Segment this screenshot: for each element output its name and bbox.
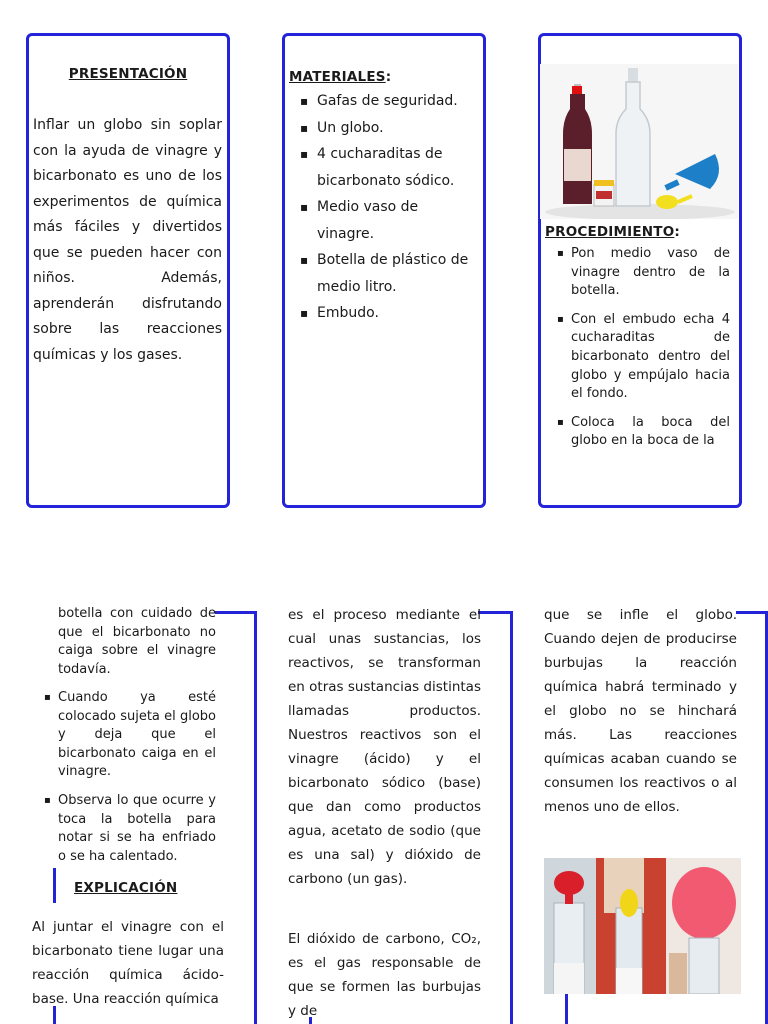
materiales-item: ▪ 4 cucharaditas de bicarbonato sódico. [291, 141, 477, 194]
procedimiento-list [545, 245, 730, 461]
col3-bottom-mark [565, 994, 568, 1024]
col1-item: ▪ Observa lo que ocurre y toca la botella para notar si se ha enfriado o se ha calentado. [32, 792, 216, 866]
materiales-item: ▪ Un globo. [291, 115, 477, 142]
col1-top-border [215, 611, 257, 614]
col2-para2: El dióxido de carbono, CO₂, es el gas responsable de que se formen las burbujas y de [288, 931, 481, 1019]
materiales-colon: : [385, 69, 392, 85]
procedimiento-panel [538, 33, 742, 508]
materiales-panel [282, 33, 486, 508]
materiales-heading [289, 66, 391, 85]
col3-top-border [736, 611, 768, 614]
col1-continued-text: botella con cuidado de que el bicarbonato no caiga sobre el vinagre todavía. [58, 606, 216, 677]
procedimiento-heading [545, 221, 680, 240]
materiales-item: ▪ Gafas de seguridad. [291, 88, 477, 115]
procedimiento-item: ▪ Con el embudo echa 4 cucharaditas de bicarbonato dentro del globo y empújalo hacia el fondo. [545, 311, 730, 404]
presentacion-title: PRESENTACIÓN [68, 66, 188, 82]
presentacion-panel [26, 33, 230, 508]
col2-para1: es el proceso mediante el cual unas sustancias, los reactivos, se transforman en otras sustancias distintas llamadas productos. Nuestros reactivos son el vinagre (ácido) y el bicarbonato sódico (base) que dan como productos agua, acetato de sodio (que es una sal) y dióxido de carbono (un gas). [288, 607, 481, 887]
col2-top-border [478, 611, 513, 614]
procedimiento-item: ▪ Coloca la boca del globo en la boca de la [545, 414, 730, 451]
col3-text: que se infle el globo. Cuando dejen de producirse burbujas la reacción química habrá terminado y el globo no se hinchará más. Las reacciones químicas acaban cuando se consumen los reactivos o al menos uno de ellos. [544, 607, 737, 815]
materiales-item: ▪ Medio vaso de vinagre. [291, 194, 477, 247]
materiales-item: ▪ Botella de plástico de medio litro. [291, 247, 477, 300]
col1-item: ▪ Cuando ya esté colocado sujeta el globo y deja que el bicarbonato caiga en el vinagre. [32, 689, 216, 782]
col1-right-border [254, 611, 257, 1024]
procedimiento-title: PROCEDIMIENTO [545, 224, 675, 240]
materials-illustration [540, 64, 738, 219]
col1-list [32, 689, 216, 876]
materiales-list [291, 88, 477, 327]
materiales-title: MATERIALES [289, 69, 386, 85]
experiment-photo [544, 858, 741, 994]
col2-right-border [510, 611, 513, 1024]
materials-photo [540, 64, 738, 219]
experiment-illustration [544, 858, 741, 994]
materiales-item: ▪ Embudo. [291, 300, 477, 327]
procedimiento-item: ▪ Pon medio vaso de vinagre dentro de la botella. [545, 245, 730, 301]
explicacion-text: Al juntar el vinagre con el bicarbonato tiene lugar una reacción química ácido-base. Una reacción química [32, 919, 224, 1007]
procedimiento-colon: : [674, 224, 680, 240]
presentacion-text: Inflar un globo sin soplar con la ayuda de vinagre y bicarbonato es uno de los experimentos de química más fáciles y divertidos que se pueden hacer con niños. Además, aprenderán disfrutando sobre las reacciones químicas y los gases. [33, 117, 222, 363]
explicacion-title: EXPLICACIÓN [74, 880, 178, 896]
